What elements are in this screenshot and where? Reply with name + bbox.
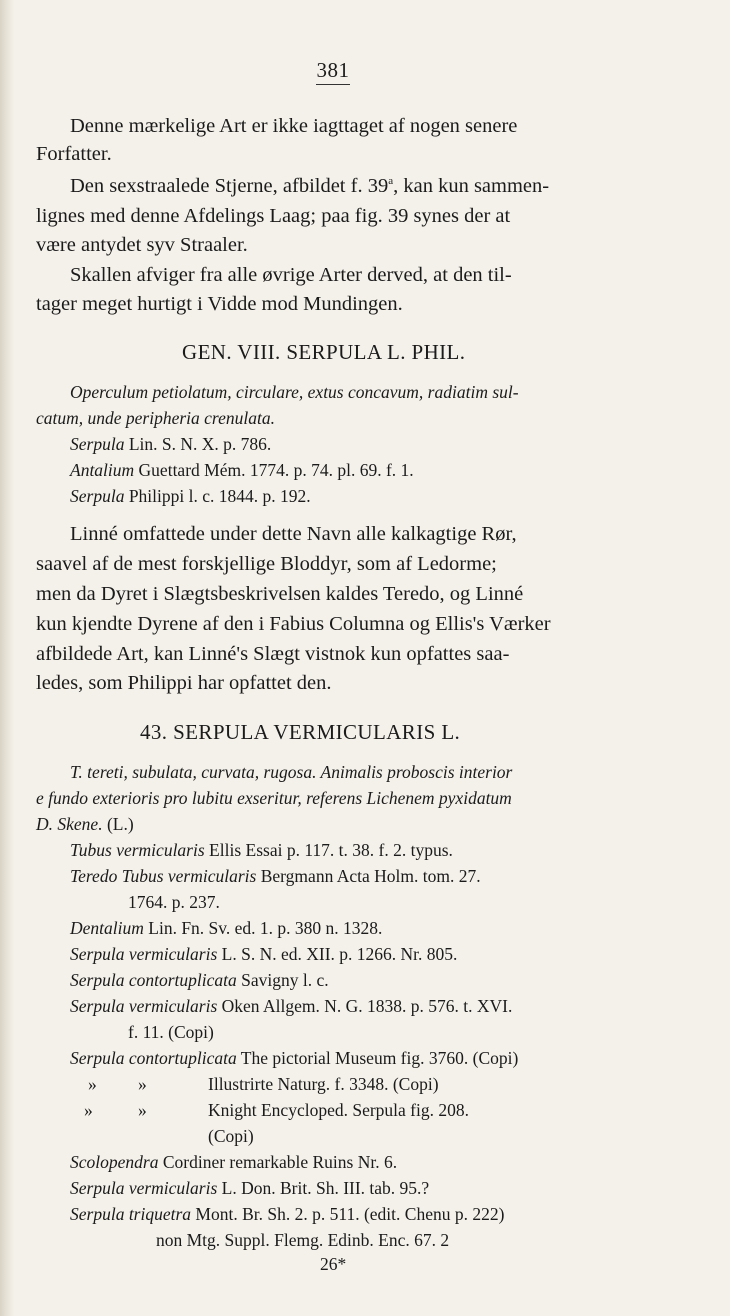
species-ref-11-name: Serpula vermicularis (70, 1178, 218, 1198)
genus-diagnosis-line2: catum, unde peripheria crenulata. (36, 408, 275, 428)
species-ref-9-cont: (Copi) (208, 1126, 254, 1146)
para4-line3: men da Dyret i Slægtsbeskrivelsen kaldes Teredo, og Linné (36, 583, 524, 605)
species-ref-10-name: Scolopendra (70, 1152, 159, 1172)
para2-line2: lignes med denne Afdelings Laag; paa fig. 39 synes der at (36, 205, 511, 227)
species-ref-1 (70, 838, 453, 862)
species-ref-7-name: Serpula contortuplicata (70, 1048, 237, 1068)
para1-line2: Forfatter. (36, 143, 112, 165)
genus-diagnosis-line1: Operculum petiolatum, circulare, extus concavum, radiatim sul- (70, 382, 519, 402)
species-diagnosis-author: D. Skene. (36, 814, 103, 834)
species-ref-12-name: Serpula triquetra (70, 1204, 192, 1224)
species-ref-1-name: Tubus vermicularis (70, 840, 205, 860)
species-ref-2-cont: 1764. p. 237. (128, 892, 220, 912)
species-ref-6-text: Oken Allgem. N. G. 1838. p. 576. t. XVI. (217, 996, 513, 1016)
ditto-mark-8a: » (88, 1074, 97, 1094)
species-ref-5-text: Savigny l. c. (236, 970, 329, 990)
species-ref-11-text: L. Don. Brit. Sh. III. tab. 95.? (217, 1178, 430, 1198)
species-ref-3 (70, 916, 382, 940)
species-ref-11 (70, 1176, 429, 1200)
para1-line1: Denne mærkelige Art er ikke iagttaget af nogen senere (70, 115, 518, 137)
species-ref-10 (70, 1150, 397, 1174)
species-diagnosis-line1: T. tereti, subulata, curvata, rugosa. Animalis proboscis interior (70, 762, 513, 782)
species-ref-4-text: L. S. N. ed. XII. p. 1266. Nr. 805. (217, 944, 458, 964)
genus-ref-1 (70, 432, 271, 456)
species-ref-6-name: Serpula vermicularis (70, 996, 218, 1016)
genus-ref-2 (70, 458, 414, 482)
species-ref-4 (70, 942, 457, 966)
species-ref-3-text: Lin. Fn. Sv. ed. 1. p. 380 n. 1328. (143, 918, 383, 938)
species-heading: 43. SERPULA VERMICULARIS L. (140, 720, 461, 744)
species-ref-7-text: The pictorial Museum fig. 3760. (Copi) (236, 1048, 519, 1068)
species-ref-7 (70, 1046, 518, 1070)
para4-line4: kun kjendte Dyrene af den i Fabius Columna og Ellis's Værker (36, 613, 551, 635)
page-number-rule (316, 84, 350, 85)
species-ref-12-text: Mont. Br. Sh. 2. p. 511. (edit. Chenu p. 222) (191, 1204, 505, 1224)
genus-ref-2-text: Guettard Mém. 1774. p. 74. pl. 69. f. 1. (134, 460, 414, 480)
species-ref-12 (70, 1202, 504, 1226)
para4-line6: ledes, som Philippi har opfattet den. (36, 672, 332, 694)
species-ref-2-name: Teredo Tubus vermicularis (70, 866, 257, 886)
para2-line1-a: Den sexstraalede Stjerne, afbildet f. 39 (70, 175, 389, 197)
ditto-mark-9b: » (138, 1100, 147, 1120)
para4-line1: Linné omfattede under dette Navn alle kalkagtige Rør, (70, 523, 517, 545)
species-ref-3-name: Dentalium (70, 918, 144, 938)
para2-line1 (70, 172, 549, 200)
genus-ref-3-text: Philippi l. c. 1844. p. 192. (124, 486, 311, 506)
species-diagnosis-line2: e fundo exterioris pro lubitu exseritur, referens Lichenem pyxidatum (36, 788, 512, 808)
genus-ref-3 (70, 484, 311, 508)
genus-ref-3-name: Serpula (70, 486, 125, 506)
ditto-mark-8b: » (138, 1074, 147, 1094)
para2-superscript: a (388, 175, 394, 188)
species-diagnosis-suffix: (L.) (102, 814, 134, 834)
para2-line1-b: , kan kun sammen- (393, 175, 550, 197)
species-ref-4-name: Serpula vermicularis (70, 944, 218, 964)
species-ref-5 (70, 968, 329, 992)
ditto-mark-9a: » (84, 1100, 93, 1120)
para3-line1: Skallen afviger fra alle øvrige Arter derved, at den til- (70, 264, 512, 286)
para2-line3: være antydet syv Straaler. (36, 234, 248, 256)
species-ref-8: Illustrirte Naturg. f. 3348. (Copi) (208, 1074, 439, 1094)
species-ref-12-cont: non Mtg. Suppl. Flemg. Edinb. Enc. 67. 2 (156, 1230, 450, 1250)
species-ref-6 (70, 994, 512, 1018)
species-ref-6-cont: f. 11. (Copi) (128, 1022, 214, 1042)
para3-line2: tager meget hurtigt i Vidde mod Mundingen. (36, 293, 403, 315)
para4-line2: saavel af de mest forskjellige Bloddyr, som af Ledorme; (36, 553, 497, 575)
genus-ref-2-name: Antalium (70, 460, 135, 480)
species-diagnosis-line3 (36, 812, 134, 836)
species-ref-1-text: Ellis Essai p. 117. t. 38. f. 2. typus. (204, 840, 453, 860)
signature-mark: 26* (320, 1254, 347, 1274)
genus-ref-1-name: Serpula (70, 434, 125, 454)
species-ref-5-name: Serpula contortuplicata (70, 970, 237, 990)
species-ref-2 (70, 864, 481, 888)
para4-line5: afbildede Art, kan Linné's Slægt vistnok kun opfattes saa- (36, 643, 510, 665)
genus-heading: GEN. VIII. SERPULA L. PHIL. (182, 340, 466, 364)
page-number: 381 (316, 58, 350, 82)
species-ref-9: Knight Encycloped. Serpula fig. 208. (208, 1100, 469, 1120)
species-ref-2-text: Bergmann Acta Holm. tom. 27. (256, 866, 481, 886)
species-ref-10-text: Cordiner remarkable Ruins Nr. 6. (158, 1152, 398, 1172)
genus-ref-1-text: Lin. S. N. X. p. 786. (124, 434, 272, 454)
